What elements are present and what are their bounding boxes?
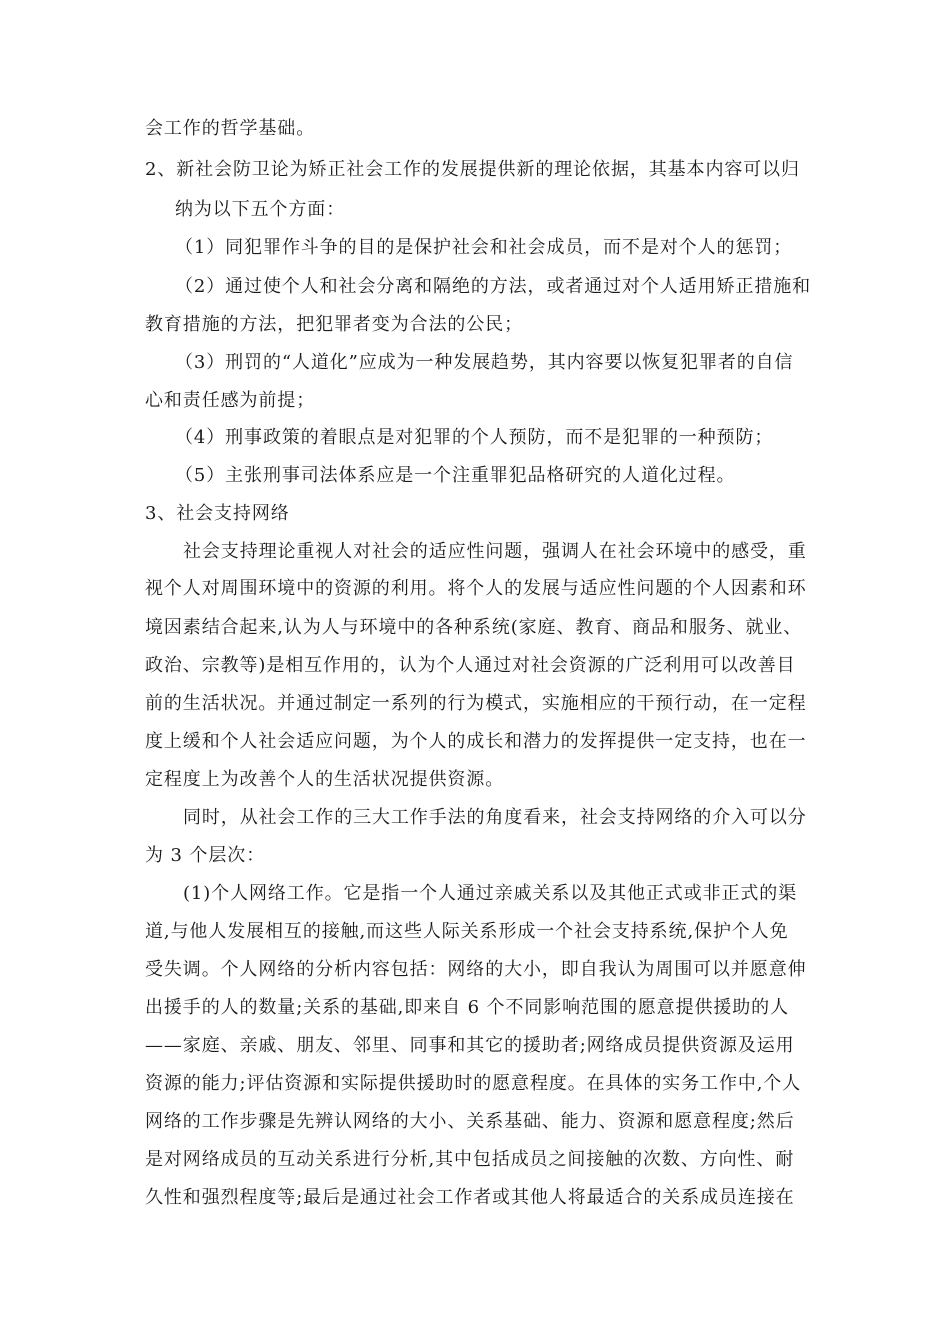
paragraph-line: ——家庭、亲戚、朋友、邻里、同事和其它的援助者;网络成员提供资源及运用 — [145, 1035, 795, 1056]
text-line: 纳为以下五个方面： — [175, 199, 346, 220]
list-item-3: （3）刑罚的“人道化”应成为一种发展趋势，其内容要以恢复犯罪者的自信 — [175, 352, 794, 373]
paragraph-line: 道,与他人发展相互的接触,而这些人际关系形成一个社会支持系统,保护个人免 — [145, 921, 789, 942]
paragraph-line: 社会支持理论重视人对社会的适应性问题，强调人在社会环境中的感受，重 — [183, 541, 807, 562]
paragraph-line: 为 3 个层次： — [145, 845, 266, 866]
paragraph-line: 网络的工作步骤是先辨认网络的大小、关系基础、能力、资源和愿意程度;然后 — [145, 1111, 795, 1132]
paragraph-line: 资源的能力;评估资源和实际提供援助时的愿意程度。在具体的实务工作中,个人 — [145, 1073, 802, 1094]
list-item-2: （2）通过使个人和社会分离和隔绝的方法，或者通过对个人适用矫正措施和 — [175, 276, 812, 297]
paragraph-line: 前的生活状况。并通过制定一系列的行为模式，实施相应的干预行动，在一定程 — [145, 693, 807, 714]
list-item-4: （4）刑事政策的着眼点是对犯罪的个人预防，而不是犯罪的一种预防； — [175, 427, 774, 448]
paragraph-line: 定程度上为改善个人的生活状况提供资源。 — [145, 769, 505, 790]
paragraph-line: 视个人对周围环境中的资源的利用。将个人的发展与适应性问题的个人因素和环 — [145, 578, 807, 599]
paragraph-line: 出援手的人的数量;关系的基础,即来自 6 个不同影响范围的愿意提供援助的人 — [145, 997, 789, 1018]
paragraph-line: (1)个人网络工作。它是指一个人通过亲戚关系以及其他正式或非正式的渠 — [183, 883, 798, 904]
paragraph-line: 受失调。个人网络的分析内容包括：网络的大小，即自我认为周围可以并愿意伸 — [145, 959, 807, 980]
section-heading-3: 3、社会支持网络 — [145, 503, 290, 524]
list-heading-2: 2、新社会防卫论为矫正社会工作的发展提供新的理论依据，其基本内容可以归 — [145, 159, 800, 180]
list-item-1: （1）同犯罪作斗争的目的是保护社会和社会成员，而不是对个人的惩罚； — [175, 237, 793, 258]
paragraph-line: 度上缓和个人社会适应问题，为个人的成长和潜力的发挥提供一定支持，也在一 — [145, 731, 807, 752]
paragraph-line: 是对网络成员的互动关系进行分析,其中包括成员之间接触的次数、方向性、耐 — [145, 1149, 795, 1170]
paragraph-line: 政治、宗教等)是相互作用的，认为个人通过对社会资源的广泛利用可以改善目 — [145, 655, 796, 676]
text-line: 会工作的哲学基础。 — [145, 118, 316, 139]
text-line: 心和责任感为前提； — [145, 390, 316, 411]
paragraph-line: 同时，从社会工作的三大工作手法的角度看来，社会支持网络的介入可以分 — [183, 807, 807, 828]
list-item-5: （5）主张刑事司法体系应是一个注重罪犯品格研究的人道化过程。 — [175, 465, 736, 486]
text-line: 教育措施的方法，把犯罪者变为合法的公民； — [145, 314, 523, 335]
paragraph-line: 境因素结合起来,认为人与环境中的各种系统(家庭、教育、商品和服务、就业、 — [145, 617, 803, 638]
paragraph-line: 久性和强烈程度等;最后是通过社会工作者或其他人将最适合的关系成员连接在 — [145, 1187, 795, 1208]
